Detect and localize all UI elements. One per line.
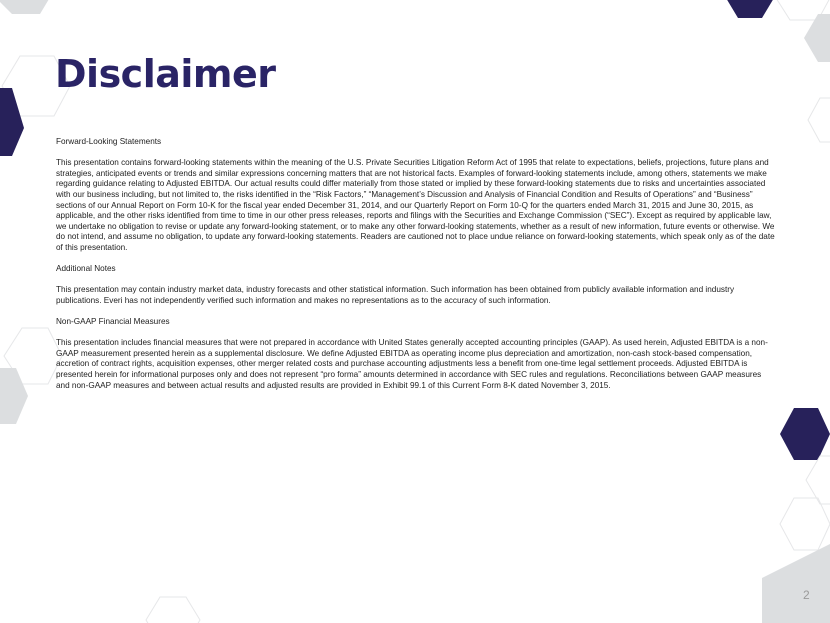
section-body: This presentation includes financial measures that were not prepared in accordance with United States generally accepted accounting principles (GAAP). As used herein, Adjusted EBITDA is a non-GAAP measurement presented herein as a supplemental disclosure. We define Adjusted EBITDA as operating income plus depreciation and amortization, non-cash stock-based compensation, accretion of contract rights, acquisition expenses, other merger related costs and purchase accounting adjustments less a benefit from one-time legal settlement proceeds. Adjusted EBITDA is presented herein for informational purposes only and does not represent “pro forma” amounts determined in accordance with SEC rules and regulations. Reconciliations between GAAP measures and non-GAAP measures and between actual results and adjusted results are provided in Exhibit 99.1 of this Current Form 8-K dated November 3, 2015. [56, 338, 768, 390]
page-number: 2 [803, 588, 810, 602]
section-additional-notes [56, 264, 776, 306]
page-title: Disclaimer [55, 52, 276, 96]
disclaimer-content [56, 137, 776, 402]
section-body: This presentation contains forward-looking statements within the meaning of the U.S. Private Securities Litigation Reform Act of 1995 that relate to expectations, beliefs, projections, future plans and strategies, anticipated events or trends and similar expressions concerning matters that are not historical facts. Examples of forward-looking statements include, among others, statements we make regarding guidance relating to Adjusted EBITDA. Our actual results could differ materially from those stated or implied by these forward-looking statements due to risks and uncertainties associated with our business including, but not limited to, the risks identified in the “Risk Factors,” “Management’s Discussion and Analysis of Financial Condition and Results of Operations” and “Business” sections of our Annual Report on Form 10-K for the fiscal year ended December 31, 2014, and our Quarterly Report on Form 10-Q for the quarters ended March 31, 2015 and June 30, 2015, as applicable, and the other risks identified from time to time in our other press releases, reports and filings with the Securities and Exchange Commission (“SEC”). Except as required by applicable law, we undertake no obligation to revise or update any forward-looking statement, or to make any other forward-looking statements, whether as a result of new information, future events or otherwise. We do not intend, and assume no obligation, to update any forward-looking statements. Readers are cautioned not to place undue reliance on forward-looking statements, which speak only as of the date of this presentation. [56, 158, 775, 252]
section-forward-looking [56, 137, 776, 254]
section-heading: Non-GAAP Financial Measures [56, 317, 170, 327]
section-heading: Forward-Looking Statements [56, 137, 162, 146]
section-non-gaap [56, 317, 776, 391]
section-body: This presentation may contain industry market data, industry forecasts and other statistical information. Such information has been obtained from publicly available information and industry publications. Everi has not independently verified such information and makes no representations as to the accuracy of such information. [56, 285, 735, 305]
section-heading: Additional Notes [56, 264, 116, 274]
